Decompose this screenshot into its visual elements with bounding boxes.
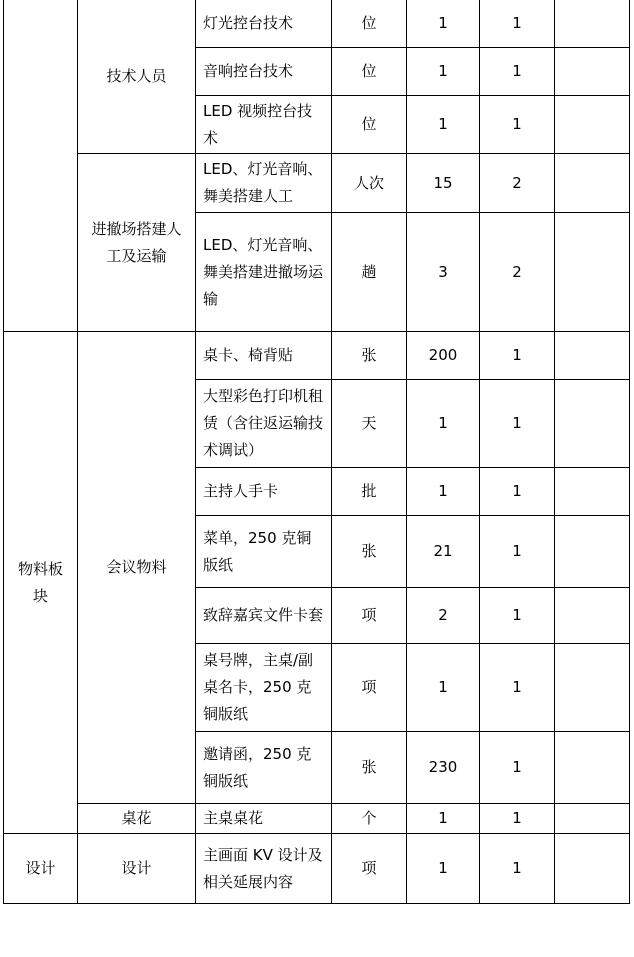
qty-cell: 200 <box>407 332 480 380</box>
blank-cell <box>555 588 630 644</box>
unit-cell: 项 <box>332 834 407 904</box>
qty-cell: 1 <box>407 48 480 96</box>
item-cell: 桌卡、椅背贴 <box>196 332 332 380</box>
unit-cell: 位 <box>332 48 407 96</box>
item-cell: LED、灯光音响、舞美搭建人工 <box>196 154 332 213</box>
group-cell: 进撤场搭建人工及运输 <box>78 154 196 332</box>
times-cell: 1 <box>480 96 555 154</box>
times-cell: 1 <box>480 48 555 96</box>
blank-cell <box>555 834 630 904</box>
qty-cell: 15 <box>407 154 480 213</box>
item-cell: 桌号牌，主桌/副桌名卡，250 克铜版纸 <box>196 644 332 732</box>
unit-cell: 项 <box>332 644 407 732</box>
times-cell: 1 <box>480 0 555 48</box>
blank-cell <box>555 468 630 516</box>
blank-cell <box>555 732 630 804</box>
unit-cell: 位 <box>332 96 407 154</box>
group-cell: 设计 <box>78 834 196 904</box>
times-cell: 2 <box>480 213 555 332</box>
group-cell: 技术人员 <box>78 0 196 154</box>
unit-cell: 趟 <box>332 213 407 332</box>
item-cell: LED、灯光音响、舞美搭建进撤场运输 <box>196 213 332 332</box>
unit-cell: 位 <box>332 0 407 48</box>
item-cell: 邀请函，250 克铜版纸 <box>196 732 332 804</box>
qty-cell: 230 <box>407 732 480 804</box>
item-cell: 大型彩色打印机租赁（含往返运输技术调试） <box>196 380 332 468</box>
qty-cell: 3 <box>407 213 480 332</box>
times-cell: 2 <box>480 154 555 213</box>
budget-table <box>3 0 630 904</box>
unit-cell: 批 <box>332 468 407 516</box>
section-cell: 物料板块 <box>4 332 78 834</box>
blank-cell <box>555 48 630 96</box>
item-cell: LED 视频控台技术 <box>196 96 332 154</box>
blank-cell <box>555 516 630 588</box>
times-cell: 1 <box>480 468 555 516</box>
blank-cell <box>555 0 630 48</box>
item-cell: 音响控台技术 <box>196 48 332 96</box>
qty-cell: 1 <box>407 644 480 732</box>
table-row <box>4 0 630 48</box>
blank-cell <box>555 213 630 332</box>
qty-cell: 1 <box>407 0 480 48</box>
table-row <box>4 332 630 380</box>
qty-cell: 1 <box>407 804 480 834</box>
unit-cell: 张 <box>332 332 407 380</box>
unit-cell: 天 <box>332 380 407 468</box>
item-cell: 致辞嘉宾文件卡套 <box>196 588 332 644</box>
times-cell: 1 <box>480 834 555 904</box>
item-cell: 主持人手卡 <box>196 468 332 516</box>
qty-cell: 1 <box>407 380 480 468</box>
qty-cell: 1 <box>407 834 480 904</box>
times-cell: 1 <box>480 516 555 588</box>
unit-cell: 个 <box>332 804 407 834</box>
blank-cell <box>555 154 630 213</box>
section-cell: 设计 <box>4 834 78 904</box>
unit-cell: 张 <box>332 732 407 804</box>
times-cell: 1 <box>480 732 555 804</box>
table-row <box>4 154 630 213</box>
item-cell: 主桌桌花 <box>196 804 332 834</box>
item-cell: 菜单，250 克铜版纸 <box>196 516 332 588</box>
qty-cell: 21 <box>407 516 480 588</box>
unit-cell: 张 <box>332 516 407 588</box>
group-cell: 桌花 <box>78 804 196 834</box>
blank-cell <box>555 332 630 380</box>
unit-cell: 项 <box>332 588 407 644</box>
unit-cell: 人次 <box>332 154 407 213</box>
blank-cell <box>555 96 630 154</box>
times-cell: 1 <box>480 380 555 468</box>
times-cell: 1 <box>480 588 555 644</box>
table-row <box>4 804 630 834</box>
group-cell: 会议物料 <box>78 332 196 804</box>
blank-cell <box>555 804 630 834</box>
qty-cell: 1 <box>407 468 480 516</box>
qty-cell: 2 <box>407 588 480 644</box>
times-cell: 1 <box>480 332 555 380</box>
table-row <box>4 834 630 904</box>
blank-cell <box>555 380 630 468</box>
times-cell: 1 <box>480 644 555 732</box>
section-cell <box>4 0 78 332</box>
blank-cell <box>555 644 630 732</box>
times-cell: 1 <box>480 804 555 834</box>
item-cell: 灯光控台技术 <box>196 0 332 48</box>
item-cell: 主画面 KV 设计及相关延展内容 <box>196 834 332 904</box>
qty-cell: 1 <box>407 96 480 154</box>
